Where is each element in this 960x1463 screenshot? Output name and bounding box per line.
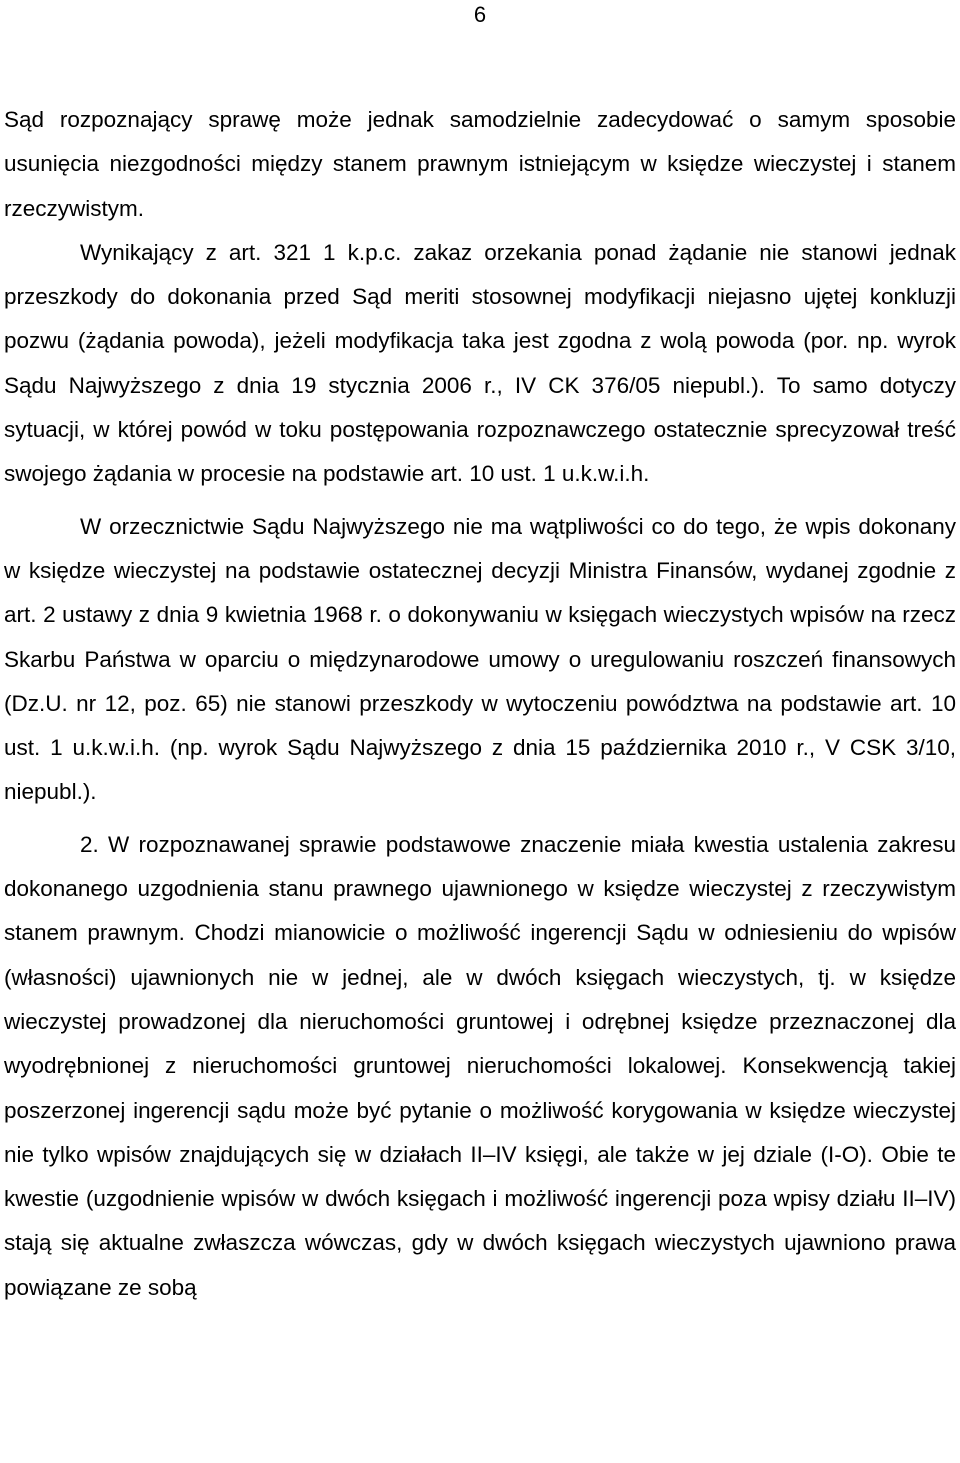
document-body [4, 98, 956, 1310]
paragraph-art-321-kpc: Wynikający z art. 321 1 k.p.c. zakaz orzekania ponad żądanie nie stanowi jednak przeszkody do dokonania przed Sąd meriti stosownej modyfikacji niejasno ujętej konkluzji pozwu (żądania powoda), jeżeli modyfikacja taka jest zgodna z wolą powoda (por. np. wyrok Sądu Najwyższego z dnia 19 stycznia 2006 r., IV CK 376/05 niepubl.). To samo dotyczy sytuacji, w której powód w toku postępowania rozpoznawczego ostatecznie sprecyzował treść swojego żądania w procesie na podstawie art. 10 ust. 1 u.k.w.i.h. [4, 239, 956, 487]
paragraph-court-decision: Sąd rozpoznający sprawę może jednak samodzielnie zadecydować o samym sposobie usunięcia niezgodności między stanem prawnym istniejącym w księdze wieczystej i stanem rzeczywistym. [4, 107, 956, 221]
paragraph-supreme-court-case-law: W orzecznictwie Sądu Najwyższego nie ma wątpliwości co do tego, że wpis dokonany w księdze wieczystej na podstawie ostatecznej decyzji Ministra Finansów, wydanej zgodnie z art. 2 ustawy z dnia 9 kwietnia 1968 r. o dokonywaniu w księgach wieczystych wpisów na rzecz Skarbu Państwa w oparciu o międzynarodowe umowy o uregulowaniu roszczeń finansowych (Dz.U. nr 12, poz. 65) nie stanowi przeszkody w wytoczeniu powództwa na podstawie art. 10 ust. 1 u.k.w.i.h. (np. wyrok Sądu Najwyższego z dnia 15 października 2010 r., V CSK 3/10, niepubl.). [4, 513, 956, 805]
paragraph-section-2: 2. W rozpoznawanej sprawie podstawowe znaczenie miała kwestia ustalenia zakresu dokonanego uzgodnienia stanu prawnego ujawnionego w księdze wieczystej z rzeczywistym stanem prawnym. Chodzi mianowicie o możliwość ingerencji Sądu w odniesieniu do wpisów (własności) ujawnionych nie w jednej, ale w dwóch księgach wieczystych, tj. w księdze wieczystej prowadzonej dla nieruchomości gruntowej i odrębnej księdze przeznaczonej dla wyodrębnionej z nieruchomości gruntowej nieruchomości lokalowej. Konsekwencją takiej poszerzonej ingerencji sądu może być pytanie o możliwość korygowania w księdze wieczystej nie tylko wpisów znajdujących się w działach II–IV księgi, ale także w jej dziale (I-O). Obie te kwestie (uzgodnienie wpisów w dwóch księgach i możliwość ingerencji poza wpisy działu II–IV) stają się aktualne zwłaszcza wówczas, gdy w dwóch księgach wieczystych ujawniono prawa powiązane ze sobą [4, 831, 956, 1300]
page-number: 6 [473, 2, 487, 27]
